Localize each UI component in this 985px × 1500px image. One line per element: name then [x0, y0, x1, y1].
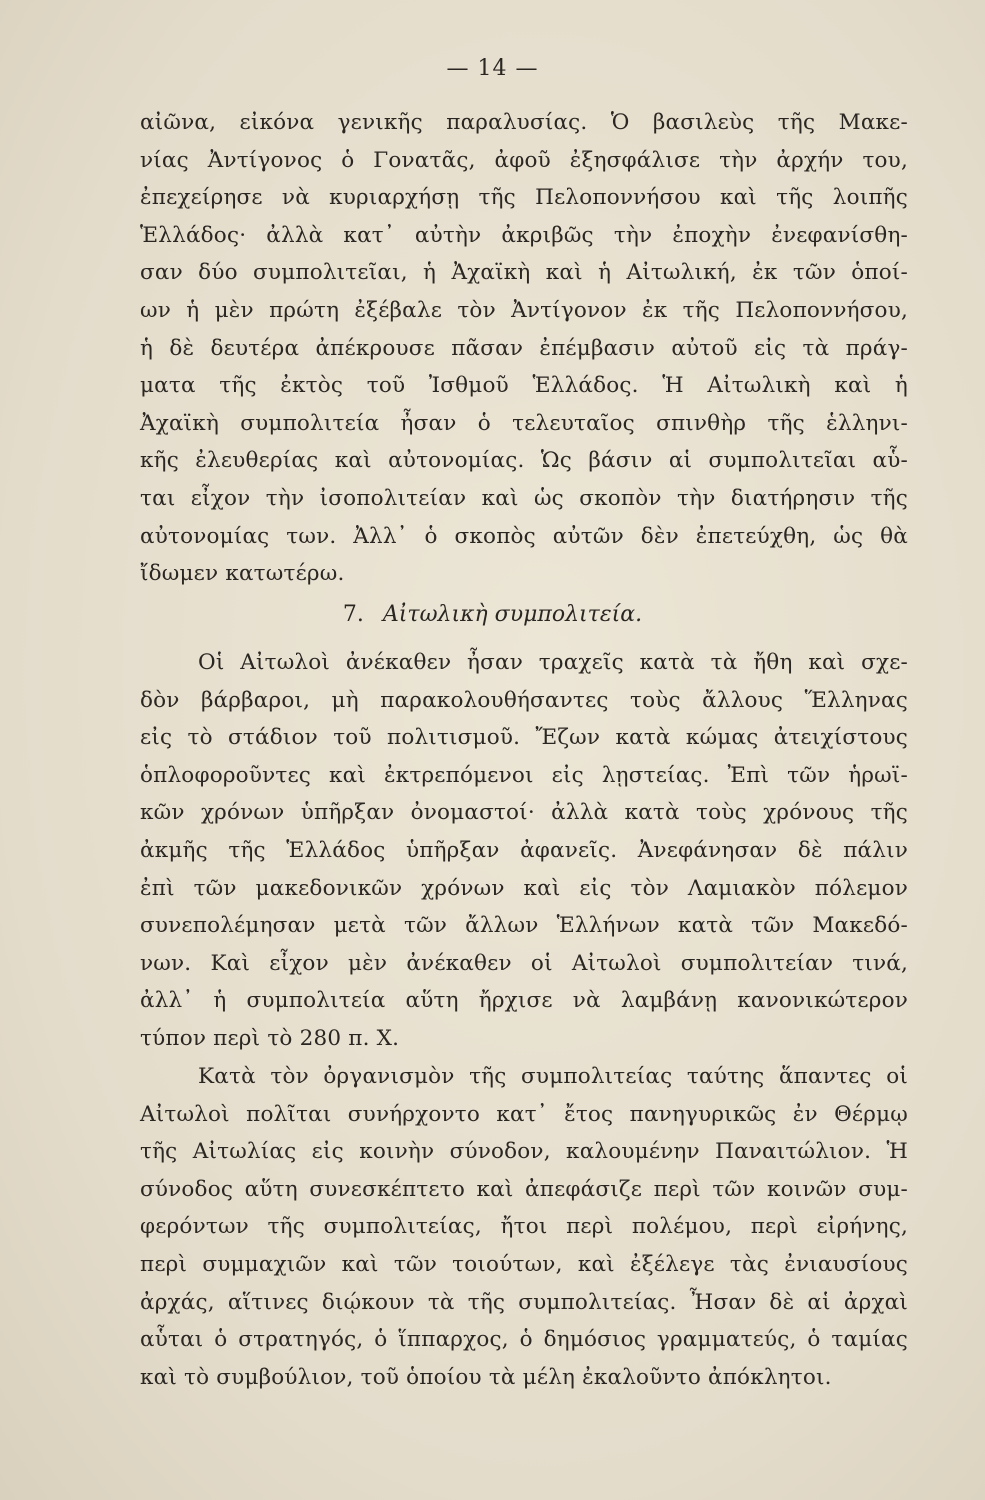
text-line: ἀκμῆς τῆς Ἑλλάδος ὑπῆρξαν ἀφανεῖς. Ἀνεφάνησαν δὲ πάλιν	[140, 837, 908, 863]
text-line: σύνοδος αὕτη συνεσκέπτετο καὶ ἀπεφάσιζε περὶ τῶν κοινῶν συμ-	[140, 1176, 908, 1202]
text-line: ἐπὶ τῶν μακεδονικῶν χρόνων καὶ εἰς τὸν Λαμιακὸν πόλεμον	[140, 875, 908, 901]
text-line: Αἰτωλοὶ πολῖται συνήρχοντο κατ᾽ ἔτος πανηγυρικῶς ἐν Θέρμῳ	[140, 1101, 908, 1127]
text-line: Οἱ Αἰτωλοὶ ἀνέκαθεν ἦσαν τραχεῖς κατὰ τὰ ἤθη καὶ σχε-	[198, 650, 908, 675]
text-line: κῶν χρόνων ὑπῆρξαν ὀνομαστοί· ἀλλὰ κατὰ τοὺς χρόνους τῆς	[140, 800, 908, 826]
text-line: αἰῶνα, εἰκόνα γενικῆς παραλυσίας. Ὁ βασιλεὺς τῆς Μακε-	[140, 110, 908, 135]
text-line: καὶ τὸ συμβούλιον, τοῦ ὁποίου τὰ μέλη ἐκαλοῦντο ἀπόκλητοι.	[140, 1364, 832, 1390]
text-line: ἀρχάς, αἵτινες διῴκουν τὰ τῆς συμπολιτείας. Ἦσαν δὲ αἱ ἀρχαὶ	[140, 1289, 908, 1315]
text-line: περὶ συμμαχιῶν καὶ τῶν τοιούτων, καὶ ἐξέλεγε τὰς ἐνιαυσίους	[140, 1251, 908, 1277]
text-line: σαν δύο συμπολιτεῖαι, ἡ Ἀχαϊκὴ καὶ ἡ Αἰτωλική, ἐκ τῶν ὁποί-	[140, 260, 908, 286]
text-line: δὸν βάρβαροι, μὴ παρακολουθήσαντες τοὺς ἄλλους Ἕλληνας	[140, 687, 908, 713]
text-line: νων. Καὶ εἶχον μὲν ἀνέκαθεν οἱ Αἰτωλοὶ συμπολιτείαν τινά,	[140, 950, 908, 976]
text-line: ται εἶχον τὴν ἰσοπολιτείαν καὶ ὡς σκοπὸν τὴν διατήρησιν τῆς	[140, 485, 908, 511]
text-line: Ἑλλάδος· ἀλλὰ κατ᾽ αὐτὴν ἀκριβῶς τὴν ἐποχὴν ἐνεφανίσθη-	[140, 222, 908, 248]
section-number: 7.	[342, 602, 364, 627]
paragraph-2	[140, 644, 908, 1058]
section-title: Αἰτωλικὴ συμπολιτεία.	[382, 602, 643, 627]
text-line: Ἀχαϊκὴ συμπολιτεία ἦσαν ὁ τελευταῖος σπινθὴρ τῆς ἑλληνι-	[140, 410, 908, 436]
text-line: φερόντων τῆς συμπολιτείας, ἤτοι περὶ πολέμου, περὶ εἰρήνης,	[140, 1214, 908, 1240]
text-line: εἰς τὸ στάδιον τοῦ πολιτισμοῦ. Ἔζων κατὰ κώμας ἀτειχίστους	[140, 725, 908, 751]
section-heading	[0, 602, 985, 627]
text-line: ματα τῆς ἐκτὸς τοῦ Ἰσθμοῦ Ἑλλάδος. Ἡ Αἰτωλικὴ καὶ ἡ	[140, 373, 908, 399]
paragraph-1	[140, 104, 908, 593]
text-line: ὁπλοφοροῦντες καὶ ἐκτρεπόμενοι εἰς λῃστείας. Ἐπὶ τῶν ἡρωϊ-	[140, 762, 908, 788]
text-line: συνεπολέμησαν μετὰ τῶν ἄλλων Ἑλλήνων κατὰ τῶν Μακεδό-	[140, 913, 908, 939]
text-line: ἡ δὲ δευτέρα ἀπέκρουσε πᾶσαν ἐπέμβασιν αὐτοῦ εἰς τὰ πράγ-	[140, 335, 908, 361]
page-number: — 14 —	[446, 56, 539, 81]
text-line: νίας Ἀντίγονος ὁ Γονατᾶς, ἀφοῦ ἐξησφάλισε τὴν ἀρχήν του,	[140, 147, 908, 173]
text-line: κῆς ἐλευθερίας καὶ αὐτονομίας. Ὡς βάσιν αἱ συμπολιτεῖαι αὗ-	[140, 448, 908, 474]
paragraph-3	[140, 1058, 908, 1396]
text-line: τύπον περὶ τὸ 280 π. Χ.	[140, 1025, 400, 1051]
text-line: αὐτονομίας των. Ἀλλ᾽ ὁ σκοπὸς αὐτῶν δὲν ἐπετεύχθη, ὡς θὰ	[140, 523, 908, 549]
text-line: Κατὰ τὸν ὀργανισμὸν τῆς συμπολιτείας ταύτης ἅπαντες οἱ	[198, 1064, 908, 1089]
text-line: ἀλλ᾽ ἡ συμπολιτεία αὕτη ἤρχισε νὰ λαμβάνῃ κανονικώτερον	[140, 988, 908, 1014]
text-line: ων ἡ μὲν πρώτη ἐξέβαλε τὸν Ἀντίγονον ἐκ τῆς Πελοποννήσου,	[140, 297, 908, 323]
text-line: ἴδωμεν κατωτέρω.	[140, 561, 345, 587]
text-line: αὗται ὁ στρατηγός, ὁ ἵππαρχος, ὁ δημόσιος γραμματεύς, ὁ ταμίας	[140, 1327, 908, 1353]
text-line: ἐπεχείρησε νὰ κυριαρχήσῃ τῆς Πελοποννήσου καὶ τῆς λοιπῆς	[140, 185, 908, 211]
text-line: τῆς Αἰτωλίας εἰς κοινὴν σύνοδον, καλουμένην Παναιτώλιον. Ἡ	[140, 1139, 908, 1165]
